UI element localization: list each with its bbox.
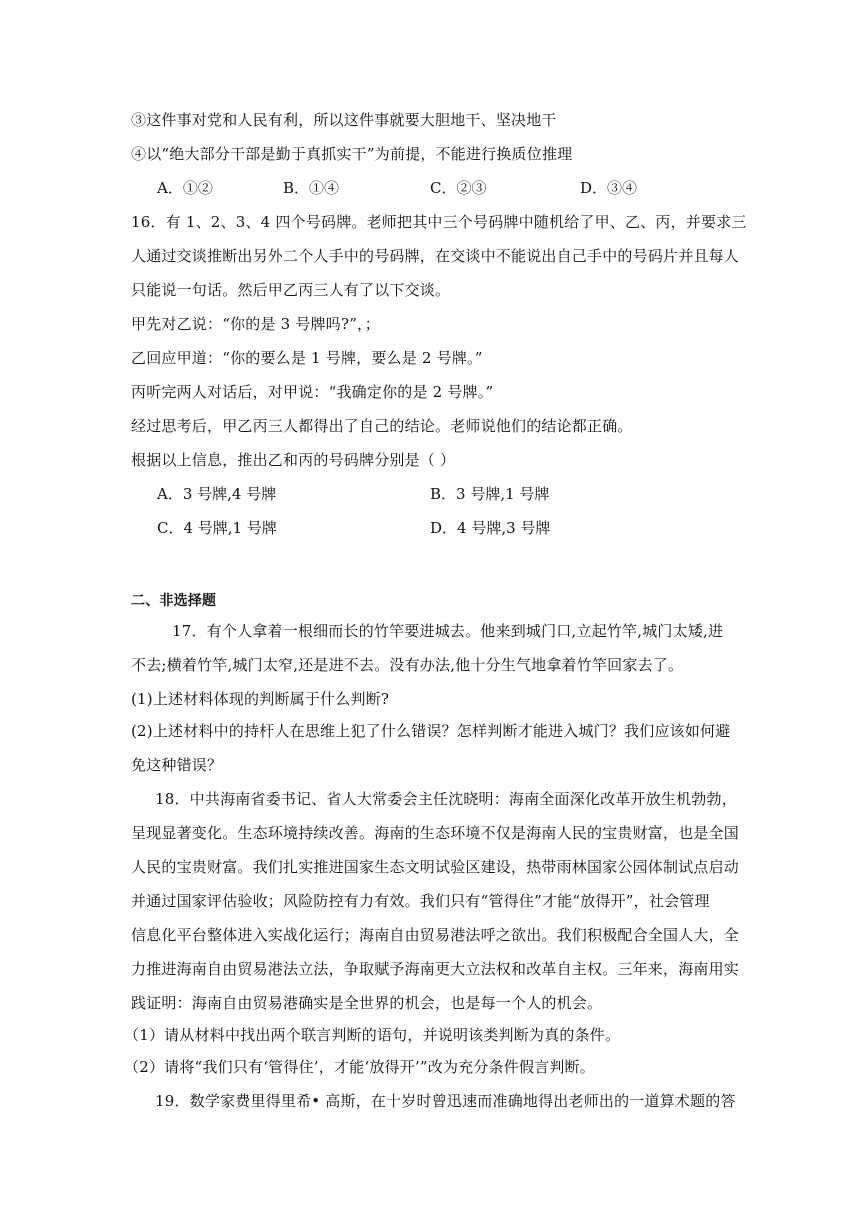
q16-line-3: 只能说一句话。然后甲乙丙三人有了以下交谈。 <box>131 281 451 299</box>
q16-line-2: 人通过交谈推断出另外二个人手中的号码牌，在交谈中不能说出自己手中的号码片并且每人 <box>131 247 740 265</box>
q18-line-1: 18．中共海南省委书记、省人大常委会主任沈晓明：海南全面深化改革开放生机勃勃， <box>155 790 737 808</box>
section-title: 二、非选择题 <box>131 593 217 609</box>
q19-line-1: 19．数学家费里得里希• 高斯，在十岁时曾迅速而准确地得出老师出的一道算术题的答 <box>155 1092 736 1110</box>
q16-option-c: C．4 号牌,1 号牌 <box>157 519 277 537</box>
q16-line-6: 丙听完两人对话后，对甲说：“我确定你的是 2 号牌。” <box>131 383 494 401</box>
q17-sub-2-line-2: 免这种错误？ <box>131 756 223 774</box>
q16-option-a: A．3 号牌,4 号牌 <box>157 485 277 503</box>
q16-line-1: 16．有 1、2、3、4 四个号码牌。老师把其中三个号码牌中随机给了甲、乙、丙，并要求三 <box>131 213 747 231</box>
q15-item-4: ④以“绝大部分干部是勤于真抓实干”为前提，不能进行换质位推理 <box>131 145 573 163</box>
q16-line-8: 根据以上信息，推出乙和丙的号码牌分别是（ ） <box>131 451 456 469</box>
q16-line-5: 乙回应甲道：“你的要么是 1 号牌，要么是 2 号牌。” <box>131 349 483 367</box>
q15-option-a: A．①② <box>157 179 213 197</box>
q17-line-1: 17．有个人拿着一根细而长的竹竿要进城去。他来到城门口,立起竹竿,城门太矮,进 <box>172 622 724 640</box>
q18-sub-2: （2）请将“我们只有‘管得住’，才能‘放得开’”改为充分条件假言判断。 <box>124 1058 595 1076</box>
q16-line-7: 经过思考后，甲乙丙三人都得出了自己的结论。老师说他们的结论都正确。 <box>131 417 633 435</box>
q18-line-2: 呈现显著变化。生态环境持续改善。海南的生态环境不仅是海南人民的宝贵财富，也是全国 <box>131 824 740 842</box>
q15-option-d: D．③④ <box>580 179 638 197</box>
q18-line-7: 践证明：海南自由贸易港确实是全世界的机会，也是每一个人的机会。 <box>131 994 603 1012</box>
q18-line-6: 力推进海南自由贸易港法立法，争取赋予海南更大立法权和改革自主权。三年来，海南用实 <box>131 960 740 978</box>
q16-option-b: B．3 号牌,1 号牌 <box>430 485 550 503</box>
q15-option-c: C．②③ <box>430 179 487 197</box>
q17-line-2: 不去;横着竹竿,城门太窄,还是进不去。没有办法,他十分生气地拿着竹竿回家去了。 <box>131 656 684 674</box>
q15-option-b: B．①④ <box>283 179 340 197</box>
q17-sub-2-line-1: (2)上述材料中的持杆人在思维上犯了什么错误？怎样判断才能进入城门？我们应该如何避 <box>131 722 731 740</box>
q17-sub-1: (1)上述材料体现的判断属于什么判断? <box>131 690 390 708</box>
q15-item-3: ③这件事对党和人民有利，所以这件事就要大胆地干、坚决地干 <box>131 111 557 129</box>
q18-line-5: 信息化平台整体进入实战化运行；海南自由贸易港法呼之欲出。我们积极配合全国人大，全 <box>131 926 740 944</box>
q16-option-d: D．4 号牌,3 号牌 <box>430 519 551 537</box>
q18-sub-1: （1）请从材料中找出两个联言判断的语句，并说明该类判断为真的条件。 <box>124 1026 621 1044</box>
q18-line-3: 人民的宝贵财富。我们扎实推进国家生态文明试验区建设，热带雨林国家公园体制试点启动 <box>131 858 740 876</box>
q18-line-4: 并通过国家评估验收；风险防控有力有效。我们只有“管得住”才能“放得开”，社会管理 <box>131 892 710 910</box>
q16-line-4: 甲先对乙说：“你的是 3 号牌吗?”，； <box>131 315 380 333</box>
